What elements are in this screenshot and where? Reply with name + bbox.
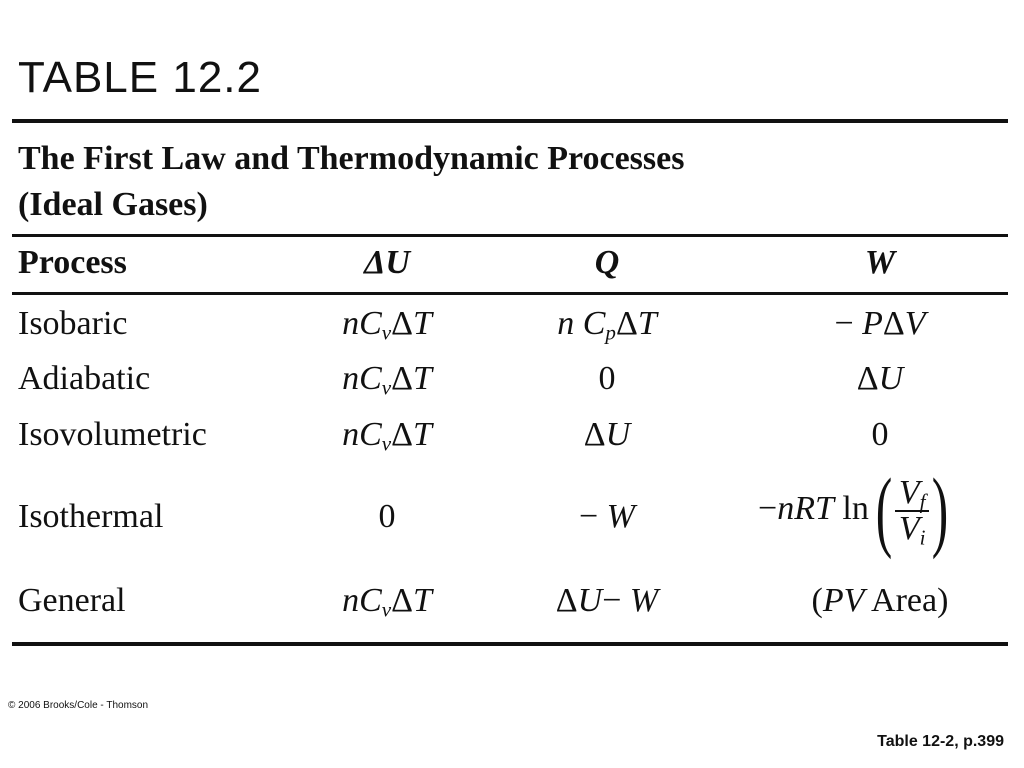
row-adiabatic-process: Adiabatic xyxy=(18,360,151,397)
row-general-delta-u: $nC_v\Delta T$ xyxy=(342,582,432,622)
row-isobaric-q: n $C_p\Delta T$ xyxy=(557,305,657,345)
header-bottom-rule xyxy=(12,292,1008,295)
header-top-rule xyxy=(12,234,1008,237)
row-isobaric-process: Isobaric xyxy=(18,305,128,342)
row-isobaric-delta-u: $nC_v\Delta T$ xyxy=(342,305,432,345)
row-adiabatic-q: 0 xyxy=(598,360,616,397)
column-header-delta-u: ΔU xyxy=(364,244,410,281)
row-isovolumetric-delta-u: $nC_v\Delta T$ xyxy=(342,416,432,456)
row-general-process: General xyxy=(18,582,126,619)
row-isobaric-w: − PΔV xyxy=(834,305,926,342)
row-adiabatic-w: ΔU xyxy=(856,360,904,397)
row-isothermal-w: −nRT ln( $\frac{V_f}{V_i}$ ) xyxy=(758,461,949,560)
table-caption xyxy=(18,136,684,228)
row-general-q: ΔU− W xyxy=(555,582,659,619)
row-isothermal-q: − W xyxy=(578,498,636,535)
row-isovolumetric-process: Isovolumetric xyxy=(18,416,207,453)
table-number-title: TABLE 12.2 xyxy=(18,53,262,102)
caption-line-2: (Ideal Gases) xyxy=(18,186,208,223)
bottom-rule xyxy=(12,642,1008,646)
column-header-q: Q xyxy=(594,244,620,281)
row-adiabatic-delta-u: $nC_v\Delta T$ xyxy=(342,360,432,400)
row-isovolumetric-q: ΔU xyxy=(583,416,631,453)
row-general-w: (PV Area) xyxy=(811,582,949,619)
row-isothermal-delta-u: 0 xyxy=(378,498,396,535)
row-isovolumetric-w: 0 xyxy=(871,416,889,453)
table-reference: Table 12-2, p.399 xyxy=(877,733,1004,750)
column-header-w: W xyxy=(864,244,896,281)
column-header-process: Process xyxy=(18,244,127,281)
caption-line-1: The First Law and Thermodynamic Processes xyxy=(18,140,685,177)
top-rule xyxy=(12,119,1008,123)
row-isothermal-process: Isothermal xyxy=(18,498,164,535)
copyright-notice: © 2006 Brooks/Cole - Thomson xyxy=(8,700,149,711)
